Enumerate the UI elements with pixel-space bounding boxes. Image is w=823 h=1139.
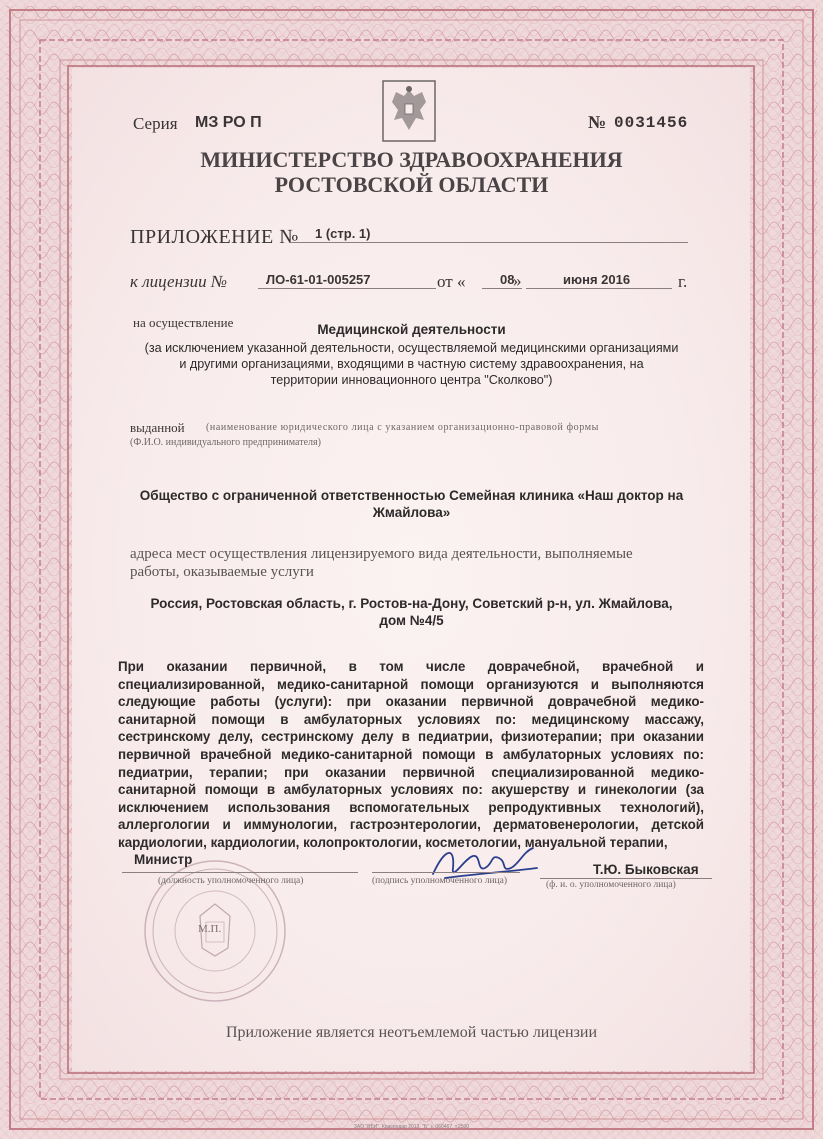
stamp-label: М.П. [198, 923, 222, 935]
license-day-underline [482, 288, 522, 289]
position-caption: (должность уполномоченного лица) [158, 876, 304, 886]
license-day: 08 [500, 272, 515, 287]
printer-imprint: ЗАО "ВБИ", Краснодар 2013, "Б" з. 060467, т.2500 [353, 1124, 470, 1130]
activity-note [110, 340, 713, 388]
footer-note: Приложение является неотъемлемой частью лицензии [225, 1024, 598, 1041]
organization-name-line-2: Жмайлова» [372, 505, 451, 520]
signature-caption: (подпись уполномоченного лица) [372, 876, 508, 886]
activity-label: на осуществление [133, 315, 234, 330]
address-value-line-2: дом №4/5 [379, 613, 444, 628]
authority-line-1: МИНИСТЕРСТВО ЗДРАВООХРАНЕНИЯ [200, 147, 623, 172]
license-number: ЛО-61-01-005257 [266, 272, 371, 287]
address-value-line-1: Россия, Ростовская область, г. Ростов-на-Дону, Советский р-н, ул. Жмайлова, [150, 596, 673, 611]
address-label-line-1: адреса мест осуществления лицензируемого вида деятельности, выполняемые [130, 546, 633, 562]
address-label-line-2: работы, оказываемые услуги [130, 564, 314, 580]
number-sign: № [588, 112, 607, 132]
activity-note-line-1: (за исключением указанной деятельности, осуществляемой медицинскими организациями [144, 341, 679, 355]
activity-title: Медицинской деятельности [317, 322, 506, 337]
license-day-close: » [513, 271, 522, 290]
services-text: При оказании первичной, в том числе доврачебной, врачебной и специализированной, медико-санитарной помощи организуются и выполняются следующие работы (услуги): при оказании первичной доврачебной медико-санитарной помощи в амбулаторных условиях по: медицинскому массажу, сестринскому делу, сестринскому делу в педиатрии, физиотерапии; при оказании первичной врачебной медико-санитарной помощи в амбулаторных условиях по: педиатрии, терапии; при оказании первичной специализированной медико-санитарной помощи в амбулаторных условиях по: акушерству и гинекологии (за исключением использования вспомогательных репродуктивных технологий), аллергологии и иммунологии, гастроэнтерологии, дерматовенерологии, детской кардиологии, кардиологии, колопроктологии, косметологии, мануальной терапии, [118, 659, 704, 850]
issued-caption-1: (наименование юридического лица с указанием организационно-правовой формы [206, 422, 599, 433]
coat-of-arms-emblem [382, 80, 436, 142]
authority-line-2: РОСТОВСКОЙ ОБЛАСТИ [274, 172, 549, 197]
position-underline [122, 872, 358, 873]
activity-note-line-3: территории инновационного центра "Сколково") [270, 373, 553, 387]
license-from-label: от « [437, 272, 466, 291]
signatory-name: Т.Ю. Быковская [593, 862, 699, 877]
name-underline [540, 878, 712, 879]
issued-caption-2: (Ф.И.О. индивидуального предпринимателя) [130, 437, 321, 448]
activity-note-line-2: и другими организациями, входящими в частную систему здравоохранения, на [179, 357, 644, 371]
series-label: Серия [133, 114, 178, 133]
signatory-position: Министр [134, 852, 193, 867]
organization-name-line-1: Общество с ограниченной ответственностью Семейная клиника «Наш доктор на [139, 488, 684, 503]
license-month-underline [526, 288, 672, 289]
signature-underline [372, 872, 520, 873]
license-month-year: июня 2016 [563, 272, 631, 287]
document-number: 0031456 [614, 114, 689, 132]
license-label: к лицензии № [130, 272, 227, 291]
issued-label: выданной [130, 420, 185, 435]
name-caption: (ф. и. о. уполномоченного лица) [546, 880, 676, 890]
appendix-label: ПРИЛОЖЕНИЕ № [130, 226, 299, 248]
appendix-underline [290, 242, 688, 243]
series-value: МЗ РО П [195, 114, 262, 131]
license-year-suffix: г. [678, 272, 688, 291]
appendix-number: 1 (стр. 1) [315, 226, 371, 241]
license-number-underline [258, 288, 436, 289]
